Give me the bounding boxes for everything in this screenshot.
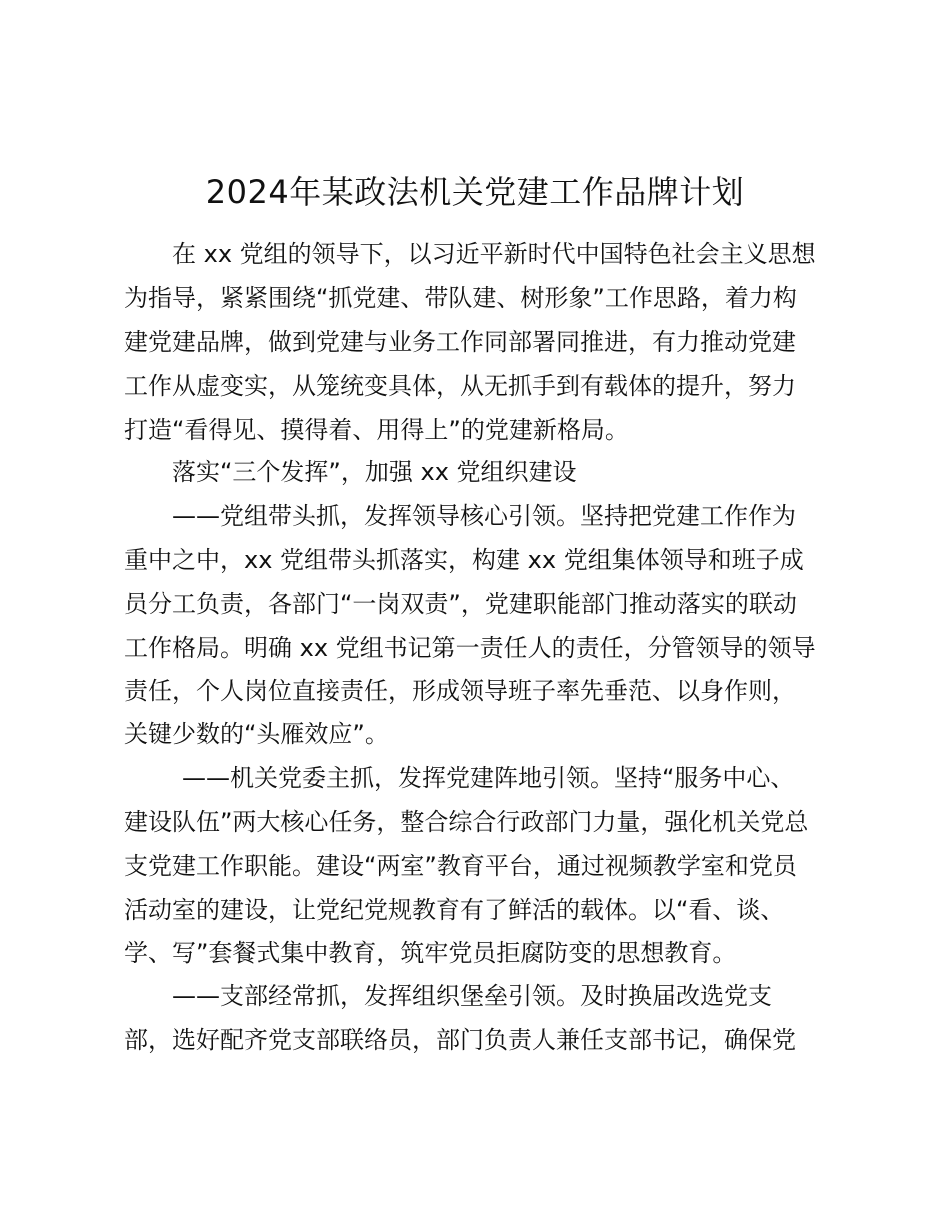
paragraph-line: ——党组带头抓，发挥领导核心引领。坚持把党建工作作为 — [172, 502, 796, 530]
paragraph-line: 员分工负责，各部门“一岗双责”，党建职能部门推动落实的联动 — [124, 590, 797, 618]
paragraph-line: ——机关党委主抓，发挥党建阵地引领。坚持“服务中心、 — [182, 764, 795, 792]
paragraph-line: 重中之中，xx 党组带头抓落实，构建 xx 党组集体领导和班子成 — [124, 546, 804, 574]
paragraph-line: 工作格局。明确 xx 党组书记第一责任人的责任，分管领导的领导 — [124, 634, 816, 662]
document-title: 2024年某政法机关党建工作品牌计划 — [205, 173, 745, 211]
paragraph-line: 关键少数的“头雁效应”。 — [124, 720, 389, 748]
paragraph-line: 打造“看得见、摸得着、用得上”的党建新格局。 — [124, 416, 629, 444]
paragraph-line: 支党建工作职能。建设“两室”教育平台，通过视频教学室和党员 — [124, 852, 797, 880]
paragraph-line: 为指导，紧紧围绕“抓党建、带队建、树形象”工作思路，着力构 — [124, 284, 797, 312]
paragraph-line: 活动室的建设，让党纪党规教育有了鲜活的载体。以“看、谈、 — [124, 896, 785, 924]
paragraph-line: 建党建品牌，做到党建与业务工作同部署同推进，有力推动党建 — [124, 328, 796, 356]
paragraph-line: 建设队伍”两大核心任务，整合综合行政部门力量，强化机关党总 — [124, 808, 809, 836]
paragraph-line: ——支部经常抓，发挥组织堡垒引领。及时换届改选党支 — [172, 982, 772, 1010]
section-heading: 落实“三个发挥”，加强 xx 党组织建设 — [172, 458, 577, 486]
paragraph-line: 在 xx 党组的领导下，以习近平新时代中国特色社会主义思想 — [172, 240, 816, 268]
paragraph-line: 学、写”套餐式集中教育，筑牢党员拒腐防变的思想教育。 — [124, 939, 737, 967]
paragraph-line: 工作从虚变实，从笼统变具体，从无抓手到有载体的提升，努力 — [124, 372, 796, 400]
paragraph-line: 责任，个人岗位直接责任，形成领导班子率先垂范、以身作则， — [124, 677, 796, 705]
paragraph-line: 部，选好配齐党支部联络员，部门负责人兼任支部书记，确保党 — [124, 1026, 796, 1054]
